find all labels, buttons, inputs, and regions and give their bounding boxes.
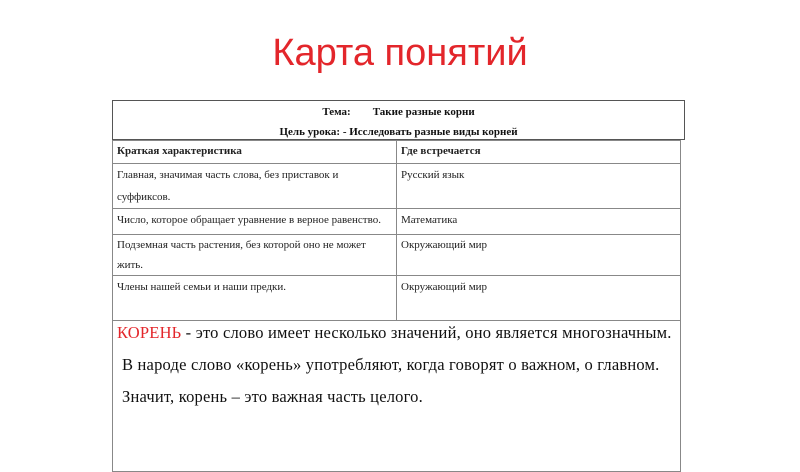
slide-title: Карта понятий [272,32,528,74]
table-cell: Число, которое обращает уравнение в верное равенство. [113,209,397,235]
lesson-header-box [112,100,685,140]
table-cell: Подземная часть растения, без которой оно не может жить. [113,235,397,276]
table-row [113,235,681,276]
definition-paragraph-1 [117,321,676,345]
table-row [113,209,681,235]
table-cell: Члены нашей семьи и наши предки. [113,276,397,321]
definition-cell [113,321,681,472]
table-header-row [113,141,681,164]
table-row [113,276,681,321]
column-header-where: Где встречается [397,141,681,164]
definition-paragraph-2: В народе слово «корень» употребляют, когда говорят о важном, о главном. [122,355,660,374]
table-cell: Окружающий мир [397,276,681,321]
topic-value: Такие разные корни [372,106,475,118]
definition-first-text: - это слово имеет несколько значений, оно является многозначным. [181,323,672,342]
definition-paragraph-3: Значит, корень – это важная часть целого. [122,387,423,406]
topic-label: Тема: [322,106,351,118]
lesson-goal: Цель урока: - Исследовать разные виды корней [279,126,518,138]
concept-table [112,140,681,472]
table-cell: Математика [397,209,681,235]
table-cell: Русский язык [397,164,681,209]
table-cell: Главная, значимая часть слова, без приставок и суффиксов. [113,164,397,209]
definition-term: КОРЕНЬ [117,323,182,342]
topic-line [113,106,684,118]
table-cell: Окружающий мир [397,235,681,276]
table-row [113,164,681,209]
column-header-characteristic: Краткая характеристика [113,141,397,164]
definition-row [113,321,681,472]
